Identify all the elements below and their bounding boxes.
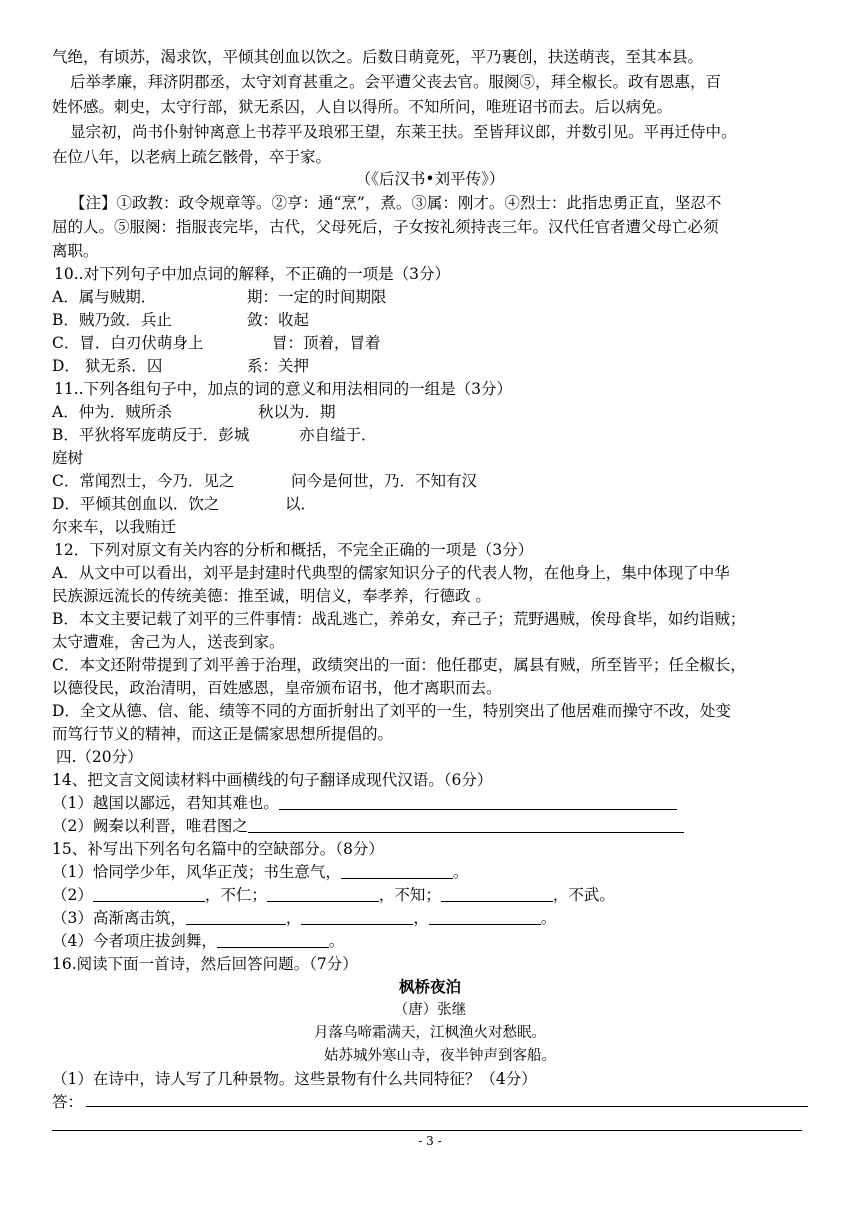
q10-stem: 10..对下列句子中加点词的解释，不正确的一项是（3分） [54,265,450,283]
q15-stem: 15、补写出下列名句名篇中的空缺部分。（8分） [52,840,384,858]
answer-blank[interactable] [248,816,684,833]
q14-sentence-2 [52,815,684,838]
q15-item-3 [52,907,556,930]
q12-option-d: D．全文从德、信、能、绩等不同的方面折射出了刘平的一生，特别突出了他居难而操守不改，处变 [52,702,731,720]
poem-title: 枫桥夜泊 [398,978,461,996]
q11-option-d-cont: 尔来车，以我贿迁 [52,518,177,536]
q11-option-a: A．仲为．贼所杀 [52,403,172,421]
q11-option-c-b: 问今是何世，乃．不知有汉 [291,472,478,490]
q12-stem: 12．下列对原文有关内容的分析和概括，不完全正确的一项是（3分） [54,541,534,559]
q11-option-b-cont: 庭树 [52,449,84,467]
q12-option-c-cont: 以德役民，政治清明，百姓感恩，皇帝颁布诏书，他才离职而去。 [52,679,502,697]
q12-option-b: B．本文主要记载了刘平的三件事情：战乱逃亡，养弟女，弃己子；荒野遇贼，俟母食毕，如约诣贼； [52,610,746,628]
q10-option-c-gloss: 冒：顶着，冒着 [272,334,381,352]
passage-line: 气绝，有顷苏，渴求饮，平倾其创血以饮之。后数日萌竟死，平乃裹创，扶送萌丧，至其本县。 [52,48,704,66]
q11-option-b-b: 亦自缢于． [299,426,377,444]
q11-option-a-b: 秋以为．期 [258,403,336,421]
q16-stem: 16.阅读下面一首诗，然后回答问题。（7分） [52,955,358,973]
q11-option-d: D．平倾其创血以．饮之 [52,495,220,513]
passage-line: 显宗初，尚书仆射钟离意上书荐平及琅邪王望，东莱王扶。至皆拜议郎，并数引见。平再迁侍中。 [70,123,737,141]
q11-option-d-b: 以． [285,495,317,513]
passage-line: 后举孝廉，拜济阴郡丞，太守刘育甚重之。会平遭父丧去官。服阕⑤，拜全椒长。政有恩惠，百 [70,73,722,91]
poem-line: 姑苏城外寒山寺，夜半钟声到客船。 [324,1048,556,1064]
q15-item-2-num: （2） [52,886,93,904]
punct: ， [285,909,302,927]
q11-option-c: C．常闻烈士，今乃．见之 [52,472,235,490]
answer-blank[interactable] [341,862,453,879]
q12-option-c: C．本文还附带提到了刘平善于治理，政绩突出的一面：他任郡吏，属县有贼，所至皆平；任全椒长， [52,656,746,674]
answer-blank[interactable] [267,885,379,902]
punct: 。 [328,932,345,950]
answer-blank[interactable] [93,885,205,902]
punct: ，不武。 [552,886,615,904]
q10-option-a-gloss: 期：一定的时间期限 [247,288,387,306]
passage-line: 姓怀感。刺史，太守行部，狱无系囚，人自以得所。不知所问，唯班诏书而去。后以病免。 [52,98,673,116]
notes-line: 离职。 [52,242,99,260]
q15-item-2 [52,884,615,907]
punct: 。 [452,863,469,881]
poem-line: 月落乌啼霜满天，江枫渔火对愁眠。 [314,1025,546,1041]
q12-option-a: A．从文中可以看出，刘平是封建时代典型的儒家知识分子的代表人物，在他身上，集中体现了中华 [52,564,730,582]
answer-blank[interactable] [441,885,553,902]
punct: ，不知； [378,886,441,904]
passage-source: （《后汉书•刘平传》） [355,170,505,188]
q10-option-b: B．贼乃敛．兵止 [52,311,172,329]
q15-item-4-text: （4）今者项庄拔剑舞， [52,932,217,950]
answer-blank[interactable] [301,908,413,925]
section-heading: 四.（20分） [56,748,143,766]
q10-option-a: A．属与贼期． [52,288,157,306]
q11-stem: 11..下列各组句子中，加点的词的意义和用法相同的一组是（3分） [54,380,512,398]
q14-sentence-2-text: （2）阙秦以利晋，唯君图之 [52,817,248,835]
q15-item-4 [52,930,344,953]
q10-option-c: C．冒．白刃伏萌身上 [52,334,204,352]
punct: ， [413,909,429,927]
q10-option-d: D． 狱无系．囚 [52,357,163,375]
answer-line[interactable] [52,1130,802,1131]
answer-blank[interactable] [429,908,541,925]
answer-blank[interactable] [217,931,329,948]
answer-blank[interactable] [279,793,677,810]
answer-blank[interactable] [186,908,286,925]
poem-author: （唐）张继 [393,1002,467,1018]
q10-option-b-gloss: 敛：收起 [247,311,310,329]
notes-line: 【注】①政教：政令规章等。②亨：通“烹”，煮。③属：刚才。④烈士：此指忠勇正直，坚忍不 [70,194,722,212]
q12-option-d-cont: 而笃行节义的精神，而这正是儒家思想所提倡的。 [52,725,394,743]
punct: 。 [540,909,557,927]
punct: ，不仁； [204,886,267,904]
q15-item-1 [52,861,468,884]
answer-label: 答： [52,1093,84,1111]
q15-item-3-text: （3）高渐离击筑， [52,909,186,927]
q12-option-a-cont: 民族源远流长的传统美德：推至诚，明信义，奉孝养，行德政 。 [52,587,491,605]
answer-line[interactable] [86,1106,808,1107]
q12-option-b-cont: 太守遭难，舍己为人，送丧到家。 [52,633,285,651]
q10-option-d-gloss: 系：关押 [247,357,310,375]
q14-sentence-1 [52,792,677,815]
notes-line: 屈的人。⑤服阕：指服丧完毕，古代，父母死后，子女按礼须持丧三年。汉代任官者遭父母亡必须 [52,218,719,236]
q16-sub-1: （1）在诗中，诗人写了几种景物。这些景物有什么共同特征？（4分） [52,1070,537,1088]
q14-stem: 14、把文言文阅读材料中画横线的句子翻译成现代汉语。（6分） [52,771,493,789]
q15-item-1-text: （1）恰同学少年，风华正茂；书生意气， [52,863,341,881]
page-number: - 3 - [418,1134,442,1148]
passage-line: 在位八年，以老病上疏乞骸骨，卒于家。 [52,148,332,166]
q14-sentence-1-text: （1）越国以鄙远，君知其难也。 [52,794,279,812]
q11-option-b: B．平狄将军庞萌反于．彭城 [52,426,250,444]
